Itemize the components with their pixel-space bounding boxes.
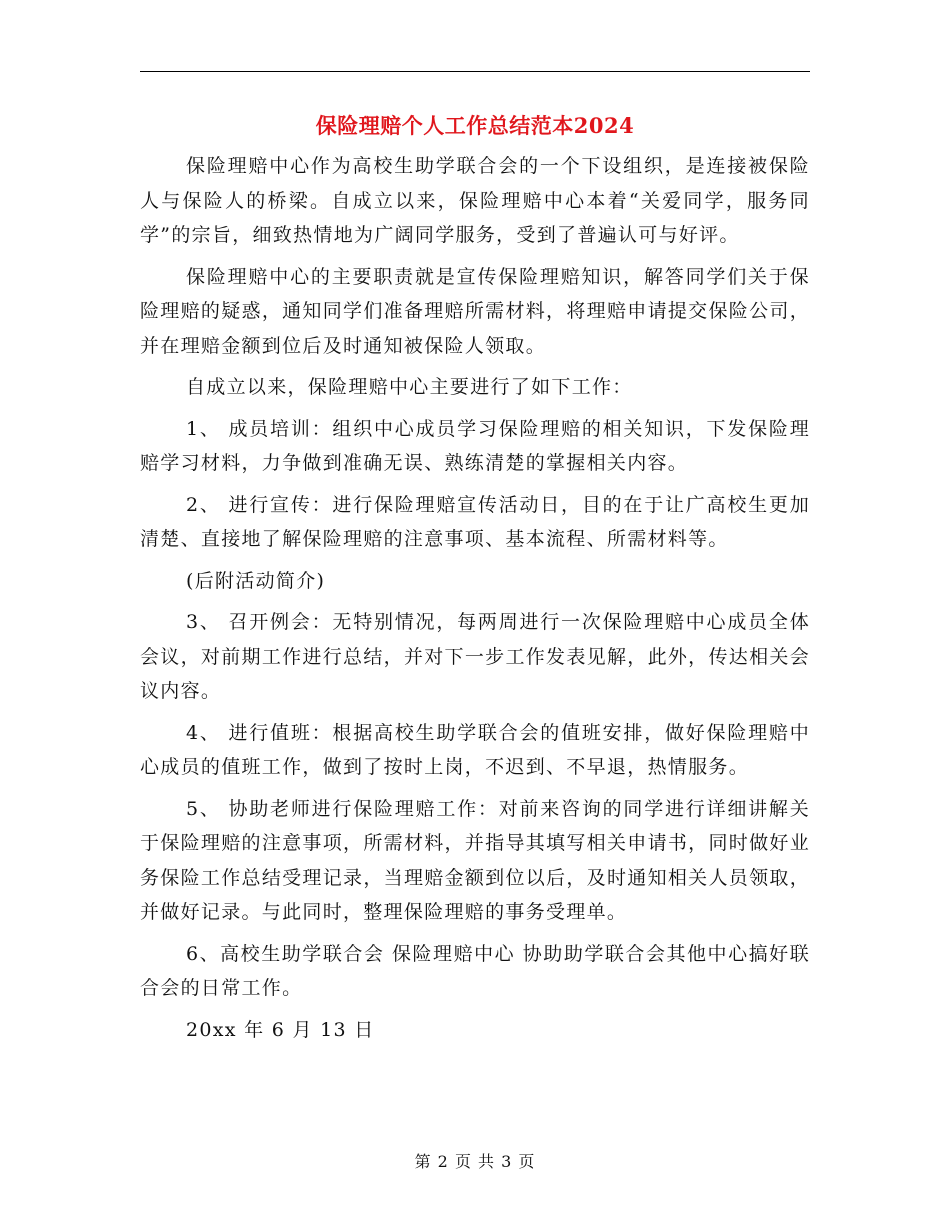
document-body <box>140 149 810 1054</box>
list-item-daily-work: 6、高校生助学联合会 保险理赔中心 协助助学联合会其他中心搞好联合会的日常工作。 <box>140 942 810 999</box>
document-date: 20xx 年 6 月 13 日 <box>186 1018 375 1041</box>
list-item-duty-shift: 4、 进行值班：根据高校生助学联合会的值班安排，做好保险理赔中心成员的值班工作，做到了按时上岗，不迟到、不早退，热情服务。 <box>140 721 810 778</box>
document-title: 保险理赔个人工作总结范本2024 <box>315 113 635 138</box>
paragraph-work-intro: 自成立以来，保险理赔中心主要进行了如下工作： <box>186 376 633 398</box>
list-item-training: 1、 成员培训：组织中心成员学习保险理赔的相关知识，下发保险理赔学习材料，力争做到准确无误、熟练清楚的掌握相关内容。 <box>140 417 810 474</box>
paragraph-appendix-note: (后附活动简介) <box>186 569 326 592</box>
list-item-publicity: 2、 进行宣传：进行保险理赔宣传活动日，目的在于让广高校生更加清楚、直接地了解保险理赔的注意事项、基本流程、所需材料等。 <box>140 493 810 550</box>
paragraph-duties: 保险理赔中心的主要职责就是宣传保险理赔知识，解答同学们关于保险理赔的疑惑，通知同学们准备理赔所需材料，将理赔申请提交保险公司，并在理赔金额到位后及时通知被保险人领取。 <box>140 265 810 357</box>
header-rule <box>140 71 810 72</box>
page-number: 第 2 页 共 3 页 <box>414 1152 536 1171</box>
paragraph-intro: 保险理赔中心作为高校生助学联合会的一个下设组织，是连接被保险人与保险人的桥梁。自成立以来，保险理赔中心本着“关爱同学，服务同学”的宗旨，细致热情地为广阔同学服务，受到了普遍认可与好评。 <box>140 155 810 246</box>
list-item-assist-teacher: 5、 协助老师进行保险理赔工作：对前来咨询的同学进行详细讲解关于保险理赔的注意事项，所需材料，并指导其填写相关申请书，同时做好业务保险工作总结受理记录，当理赔金额到位以后，及时通知相关人员领取，并做好记录。与此同时，整理保险理赔的事务受理单。 <box>140 797 810 923</box>
list-item-meetings: 3、 召开例会：无特别情况，每两周进行一次保险理赔中心成员全体会议，对前期工作进行总结，并对下一步工作发表见解，此外，传达相关会议内容。 <box>140 611 810 702</box>
